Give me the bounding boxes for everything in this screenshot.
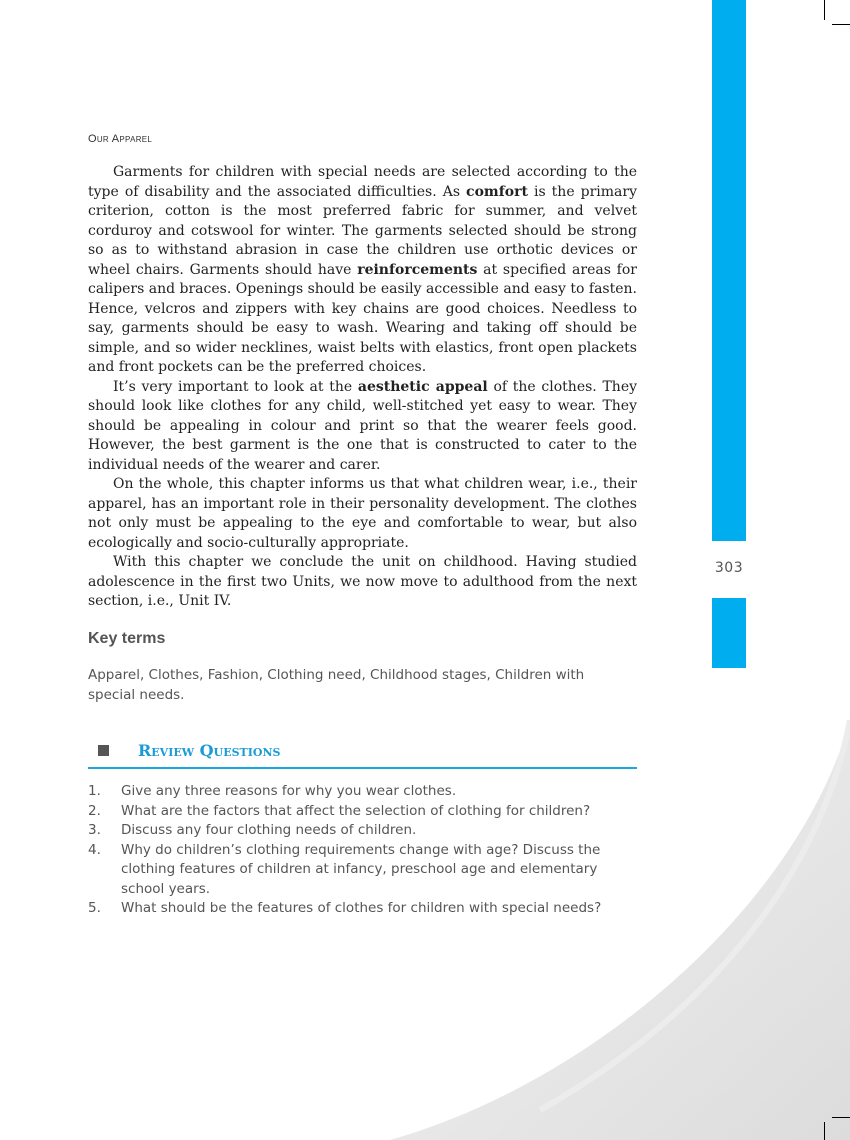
crop-mark-bottom-horizontal (832, 1117, 850, 1118)
question-number: 2. (88, 802, 101, 819)
text-run: at specified areas for calipers and braces. Openings should be easily accessible and easy to fasten. Hence, velcros and zippers with key chains are good choices. Needless to say, garments should be easy to wash. Wearing and taking off should be simple, and so wider necklines, waist belts with elastics, front open plackets and front pockets can be the preferred choices. (88, 261, 637, 375)
text-run: Garments for children with special needs are selected according to the type of disability and the associated difficulties. As (88, 164, 637, 200)
crop-mark-bottom-vertical (824, 1122, 825, 1140)
question-text: Give any three reasons for why you wear clothes. (121, 783, 457, 799)
bold-term: aesthetic appeal (357, 378, 488, 395)
review-questions-list (88, 782, 628, 919)
page-number: 303 (714, 560, 744, 576)
running-head: Our Apparel (88, 133, 153, 145)
body-paragraph (88, 553, 637, 612)
question-text: What should be the features of clothes for children with special needs? (121, 900, 602, 916)
body-text (88, 163, 637, 612)
bold-term: comfort (466, 183, 528, 200)
question-number: 3. (88, 822, 101, 838)
review-questions-title: Review Questions (138, 741, 281, 760)
question-number: 1. (88, 783, 101, 799)
question-text: What are the factors that affect the selection of clothing for children? (121, 802, 591, 819)
accent-band-top (712, 0, 746, 541)
text-run: is the primary criterion, cotton is the most preferred fabric for summer, and velvet corduroy and cotswool for winter. The garments selected should be strong so as to withstand abrasion in case the children use orthotic devices or wheel chairs. Garments should have (88, 183, 637, 278)
accent-band-bottom (712, 598, 746, 668)
body-paragraph (88, 163, 637, 378)
text-run: With this chapter we conclude the unit on childhood. Having studied adolescence in the first two Units, we now move to adulthood from the next section, i.e., Unit IV. (88, 554, 637, 609)
body-paragraph (88, 378, 637, 476)
question-text: Discuss any four clothing needs of children. (121, 822, 417, 838)
bold-term: reinforcements (357, 261, 478, 278)
question-item (88, 899, 628, 919)
text-run: of the clothes. They should look like clothes for any child, well-stitched yet easy to wear. They should be appealing in colour and print so that the wearer feels good. However, the best garment is the one that is constructed to cater to the individual needs of the wearer and carer. (88, 378, 638, 473)
square-bullet-icon (98, 745, 109, 756)
question-item (88, 782, 628, 802)
question-item (88, 821, 628, 841)
text-run: On the whole, this chapter informs us that what children wear, i.e., their apparel, has an important role in their personality development. The clothes not only must be appealing to the eye and comfortable to wear, but also ecologically and socio-culturally appropriate. (88, 476, 637, 551)
question-text: Why do children’s clothing requirements change with age? Discuss the clothing features of children at infancy, preschool age and elementary school years. (121, 841, 601, 897)
question-item (88, 841, 628, 900)
question-item (88, 802, 628, 822)
crop-mark-top-vertical (824, 0, 825, 20)
text-run: It’s very important to look at the (113, 378, 358, 395)
question-number: 5. (88, 900, 101, 916)
body-paragraph (88, 475, 637, 553)
crop-mark-top-horizontal (832, 24, 850, 25)
key-terms-text: Apparel, Clothes, Fashion, Clothing need, Childhood stages, Children with special needs. (88, 667, 585, 703)
question-number: 4. (88, 841, 101, 858)
key-terms-heading: Key terms (88, 630, 166, 647)
section-rule (88, 767, 637, 769)
